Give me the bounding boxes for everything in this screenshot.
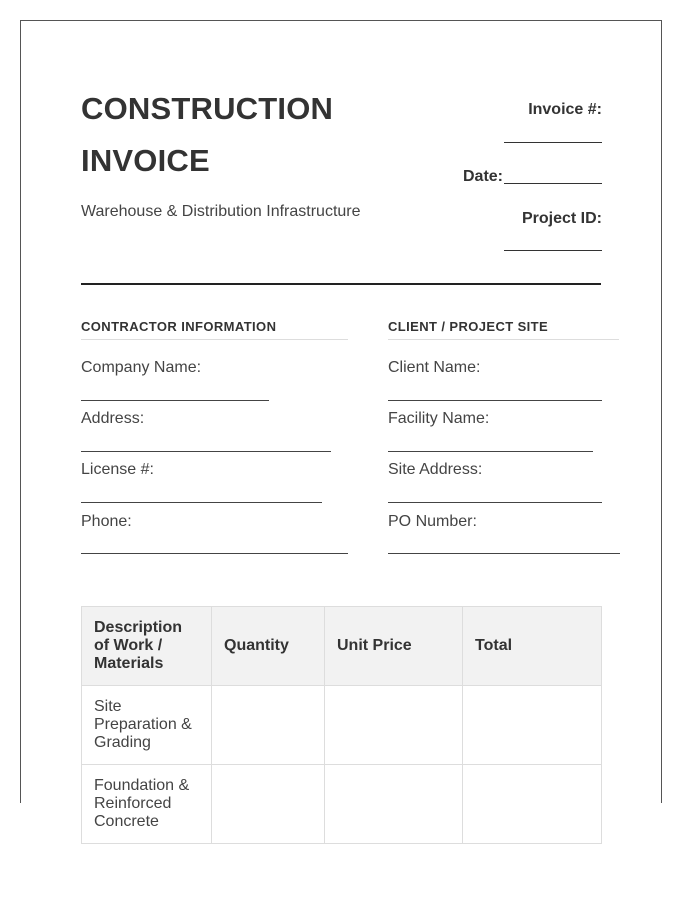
phone-label: Phone: (81, 513, 132, 530)
total-cell[interactable] (463, 686, 602, 765)
license-field[interactable] (81, 502, 322, 503)
address-field[interactable] (81, 451, 331, 452)
invoice-page (20, 20, 662, 830)
company-name-label: Company Name: (81, 359, 202, 376)
facility-name-label: Facility Name: (388, 410, 490, 427)
project-id-label: Project ID: (521, 210, 602, 227)
total-column-header: Total (463, 607, 602, 686)
date-label: Date: (462, 168, 503, 185)
license-label: License #: (81, 461, 154, 478)
po-number-label: PO Number: (388, 513, 477, 530)
table-header-row (82, 607, 602, 686)
header-divider (81, 283, 601, 285)
site-address-field[interactable] (388, 502, 602, 503)
date-field[interactable] (504, 183, 602, 184)
company-name-field[interactable] (81, 400, 269, 401)
client-name-field[interactable] (388, 400, 602, 401)
contractor-section-heading: CONTRACTOR INFORMATION (81, 319, 348, 340)
description-cell: Site Preparation & Grading (82, 686, 212, 765)
quantity-cell[interactable] (212, 765, 325, 844)
phone-field[interactable] (81, 553, 348, 554)
page-subtitle: Warehouse & Distribution Infrastructure (81, 203, 361, 220)
facility-name-field[interactable] (388, 451, 593, 452)
page-title: CONSTRUCTION INVOICE (81, 91, 334, 178)
po-number-field[interactable] (388, 553, 620, 554)
description-cell: Foundation & Reinforced Concrete (82, 765, 212, 844)
description-column-header: Description of Work / Materials (82, 607, 212, 686)
total-cell[interactable] (463, 765, 602, 844)
quantity-cell[interactable] (212, 686, 325, 765)
invoice-number-label: Invoice #: (528, 101, 602, 118)
unit-price-column-header: Unit Price (325, 607, 463, 686)
unit-price-cell[interactable] (325, 686, 463, 765)
client-name-label: Client Name: (388, 359, 481, 376)
address-label: Address: (81, 410, 145, 427)
table-row (82, 765, 602, 844)
unit-price-cell[interactable] (325, 765, 463, 844)
quantity-column-header: Quantity (212, 607, 325, 686)
line-items-table (81, 606, 602, 844)
client-section-heading: CLIENT / PROJECT SITE (388, 319, 619, 340)
invoice-number-field[interactable] (504, 142, 602, 143)
table-row (82, 686, 602, 765)
site-address-label: Site Address: (388, 461, 483, 478)
project-id-field[interactable] (504, 250, 602, 251)
